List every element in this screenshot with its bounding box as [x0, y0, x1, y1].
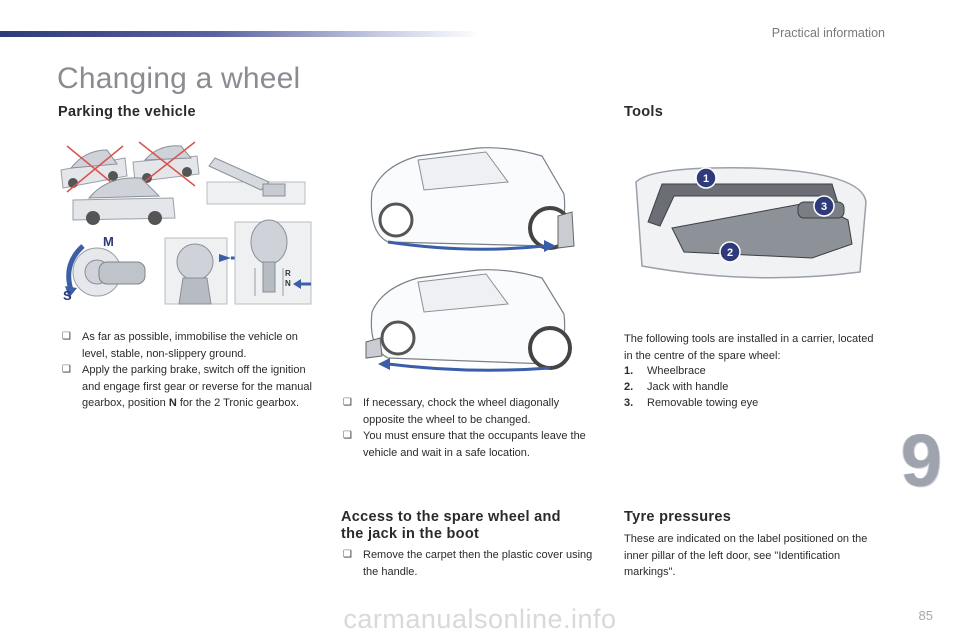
bullet-text: If necessary, chock the wheel diagonally opposite the wheel to be changed. — [363, 397, 560, 426]
callout-3-label: 3 — [820, 201, 828, 213]
key-label-m: M — [103, 234, 114, 249]
bullet-text: You must ensure that the occupants leave the vehicle and wait in a safe location. — [363, 430, 586, 459]
list-item — [60, 362, 320, 412]
list-item — [341, 547, 601, 580]
bullet-text: Apply the parking brake, switch off the ignition and engage first gear or reverse for the manual gearbox, position — [82, 364, 312, 409]
car-front-chock — [371, 148, 574, 252]
gear-label-n: N — [285, 279, 291, 288]
level-car — [73, 178, 175, 225]
tools-list — [624, 363, 874, 411]
callout-1-label: 1 — [702, 173, 710, 185]
callout-2-label: 2 — [726, 247, 734, 259]
access-instructions — [341, 547, 601, 580]
gear-label-r: R — [285, 269, 291, 278]
tools-heading: Tools — [624, 104, 664, 120]
bullet-text: Remove the carpet then the plastic cover using the handle. — [363, 549, 593, 578]
key-label-s: S — [63, 288, 72, 303]
wheel-chock-illustration — [358, 142, 590, 386]
page-number: 85 — [918, 608, 933, 623]
item-label: Jack with handle — [647, 381, 729, 393]
parking-heading: Parking the vehicle — [58, 104, 196, 120]
tyre-heading: Tyre pressures — [624, 509, 732, 525]
parking-brake-lever — [207, 158, 305, 204]
section-name: Practical information — [771, 26, 885, 40]
bullet-text: As far as possible, immobilise the vehicle on level, stable, non-slippery ground. — [82, 331, 298, 360]
list-item — [624, 379, 874, 395]
list-item — [341, 428, 601, 461]
watermark: carmanualsonline.info — [343, 604, 617, 634]
checkbox-bullet-icon: ❑ — [62, 331, 71, 342]
page-title: Changing a wheel — [57, 62, 301, 95]
chock-instructions — [341, 395, 601, 461]
access-heading — [341, 509, 611, 543]
checkbox-bullet-icon: ❑ — [343, 549, 352, 560]
chapter-number: 9 — [900, 419, 942, 502]
parking-illustration — [55, 138, 315, 308]
access-heading-line-2: the jack in the boot — [341, 526, 480, 542]
checkbox-bullet-icon: ❑ — [343, 430, 352, 441]
gear-position-n: N — [168, 397, 177, 409]
parking-instructions — [60, 329, 320, 412]
ignition-key-figure — [63, 234, 145, 303]
tools-intro: The following tools are installed in a carrier, located in the centre of the spare wheel: — [624, 333, 874, 362]
list-item — [624, 363, 874, 379]
manual-gear-knob-figure — [165, 238, 245, 304]
item-number: 2. — [624, 381, 634, 393]
item-number: 1. — [624, 365, 634, 377]
tronic-selector-figure — [235, 220, 311, 304]
bullet-text-end: for the 2 Tronic gearbox. — [176, 397, 300, 409]
item-label: Removable towing eye — [647, 397, 759, 409]
item-number: 3. — [624, 397, 634, 409]
access-heading-line-1: Access to the spare wheel and — [341, 509, 561, 525]
checkbox-bullet-icon: ❑ — [343, 397, 352, 408]
checkbox-bullet-icon: ❑ — [62, 364, 71, 375]
tyre-text: These are indicated on the label positioned on the inner pillar of the left door, see "Identification markings". — [624, 533, 868, 578]
list-item — [60, 329, 320, 362]
list-item — [624, 395, 874, 411]
header-accent-bar — [0, 31, 480, 37]
item-label: Wheelbrace — [647, 365, 706, 377]
car-rear-chock — [366, 270, 570, 371]
list-item — [341, 395, 601, 428]
tools-illustration — [632, 162, 872, 286]
